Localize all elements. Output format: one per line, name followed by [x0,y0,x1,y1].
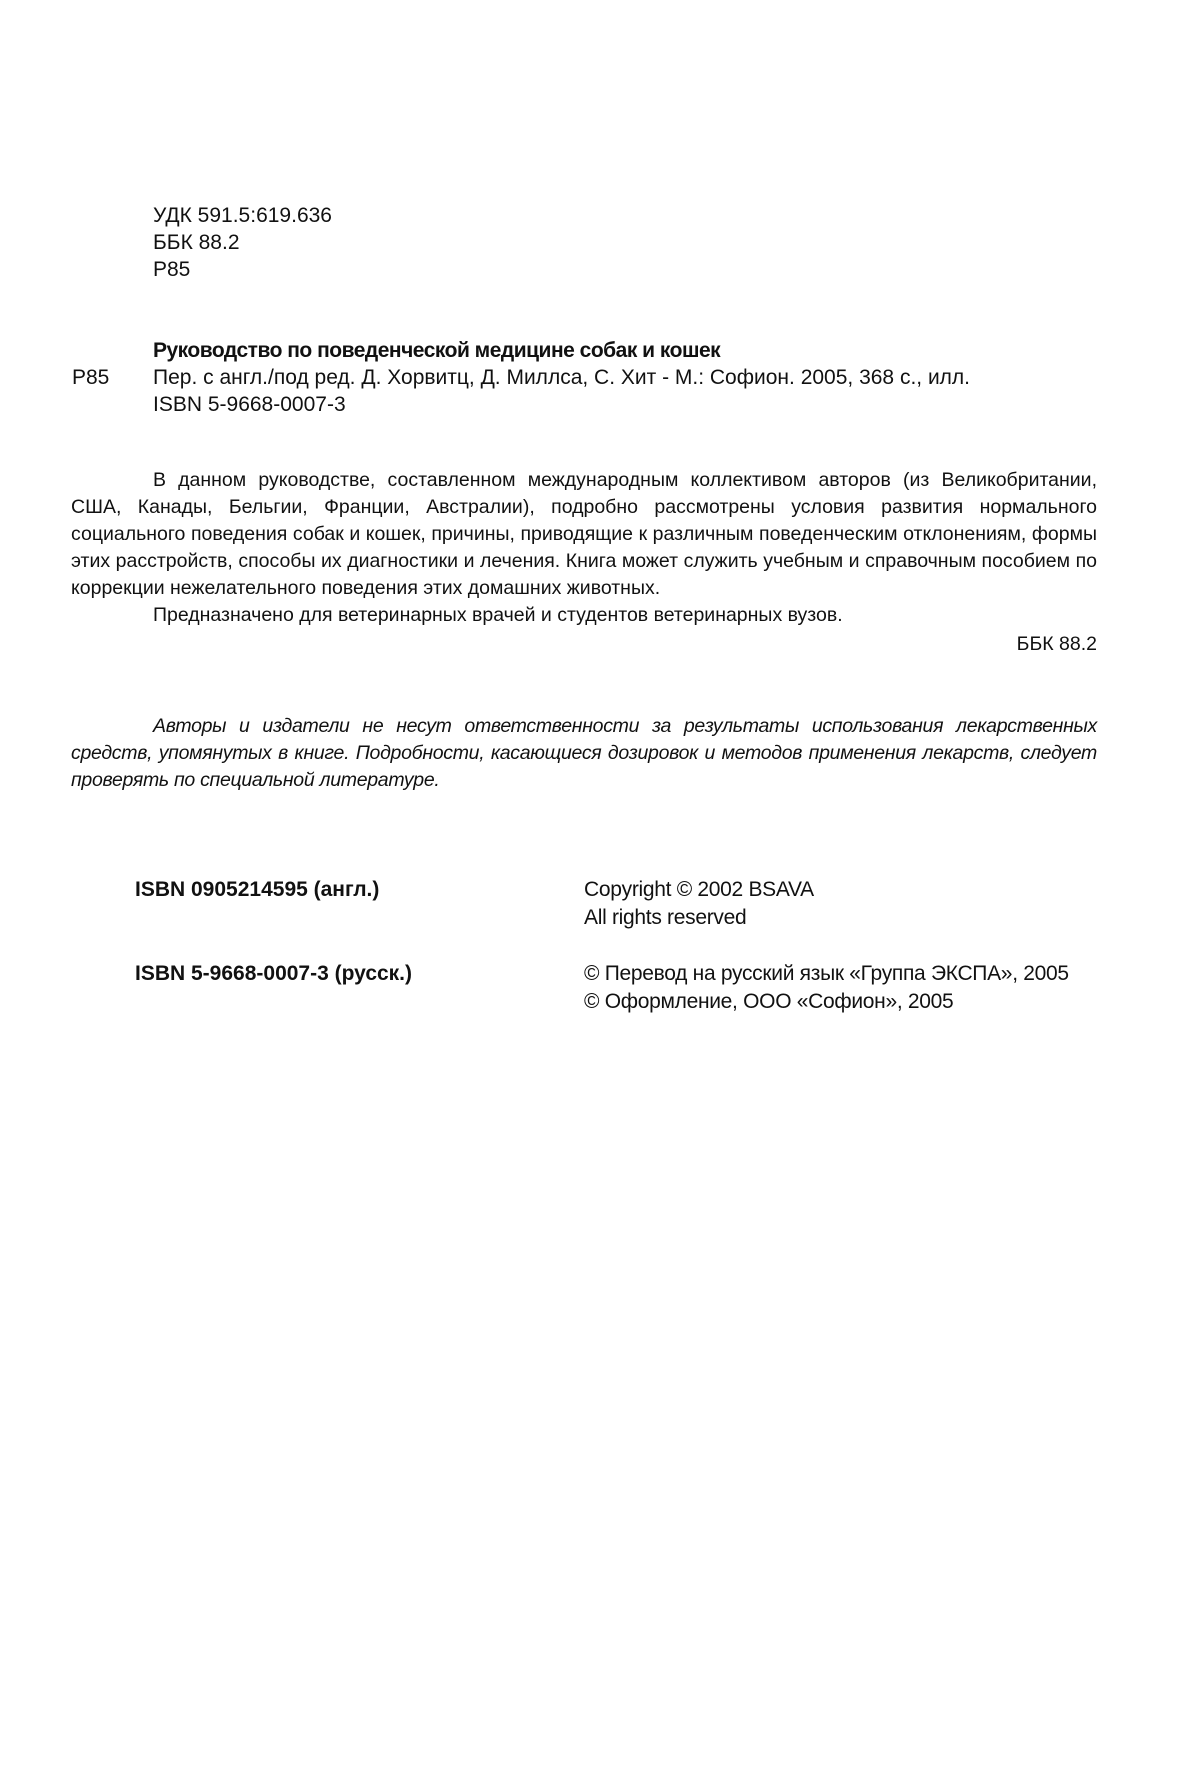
annotation-paragraph: В данном руководстве, составленном международным коллективом авторов (из Великобритании, США, Канады, Бельгии, Франции, Австралии), подробно рассмотрены условия развития нормального социального поведения собак и кошек, причины, приводящие к различным поведенческим отклонениям, формы этих расстройств, способы их диагностики и лечения. Книга может служить учебным и справочным пособием по коррекции нежелательного поведения этих домашних животных. [71,469,1097,599]
rights-reserved-line: All rights reserved [584,906,747,929]
catalog-isbn: ISBN 5-9668-0007-3 [153,393,346,416]
catalog-entry [153,337,1103,418]
audience-note: Предназначено для ветеринарных врачей и студентов ветеринарных вузов. [153,604,843,626]
copyright-line: Copyright © 2002 BSAVA [584,878,814,901]
annotation-bbk: ББК 88.2 [1016,633,1097,655]
catalog-author-mark: Р85 [72,366,110,389]
classification-block [153,202,332,283]
translation-line: © Перевод на русский язык «Группа ЭКСПА», 2005 [584,962,1069,985]
annotation-block [71,467,1097,658]
translation-copyright [584,960,1069,1016]
author-mark: Р85 [153,258,191,281]
imprint-line: Пер. с англ./под ред. Д. Хорвитц, Д. Миллса, С. Хит - М.: Софион. 2005, 368 с., илл. [153,366,971,389]
book-title: Руководство по поведенческой медицине собак и кошек [153,339,721,362]
liability-disclaimer: Авторы и издатели не несут ответственности за результаты использования лекарственных средств, упомянутых в книге. Подробности, касающиеся дозировок и методов применения лекарств, следует проверять по специальной литературе. [71,715,1097,791]
bbk-code: ББК 88.2 [153,231,240,254]
original-copyright [584,876,814,932]
isbn-english: ISBN 0905214595 (англ.) [135,878,380,901]
isbn-russian: ISBN 5-9668-0007-3 (русск.) [135,962,413,985]
design-line: © Оформление, ООО «Софион», 2005 [584,990,954,1013]
udk-code: УДК 591.5:619.636 [153,204,332,227]
